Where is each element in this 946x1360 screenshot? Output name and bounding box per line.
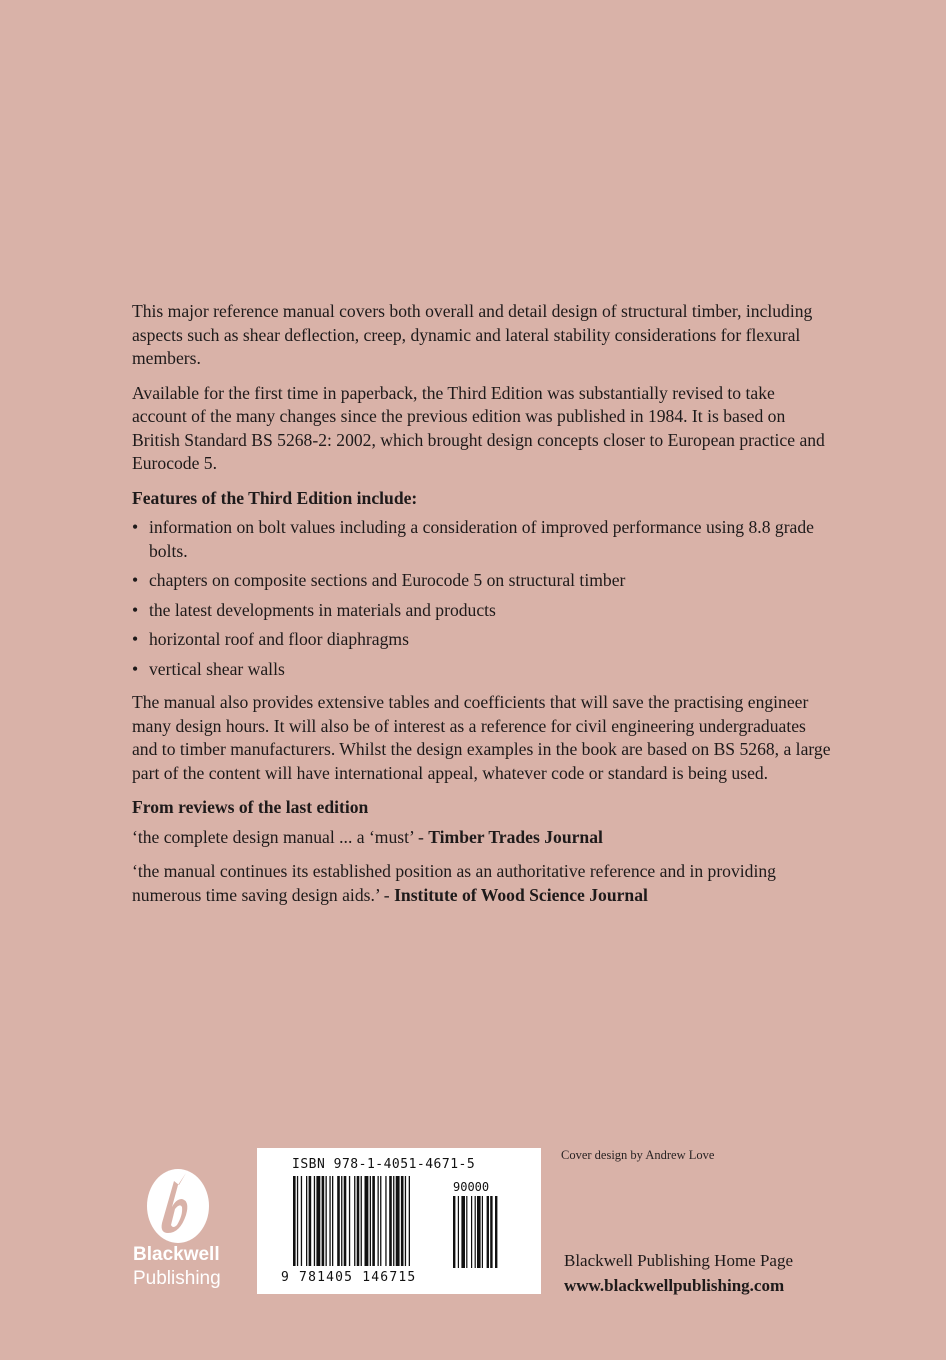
barcode-bar <box>309 1176 312 1266</box>
barcode-bar <box>301 1176 302 1266</box>
barcode-bar <box>385 1176 386 1266</box>
reviews-heading: From reviews of the last edition <box>132 797 369 817</box>
barcode-bar <box>357 1176 360 1266</box>
barcode-bar <box>372 1176 375 1266</box>
barcode-bar <box>354 1176 355 1266</box>
barcode-bar <box>389 1176 392 1266</box>
barcode-bar <box>380 1176 381 1266</box>
logo-wordmark-publishing: Publishing <box>133 1268 221 1289</box>
review-quote: ‘the manual continues its established position as an authoritative reference and in providing numerous time saving design aids.’ - Institute of Wood Science Journal <box>132 861 776 905</box>
barcode-bar <box>361 1176 362 1266</box>
review-quote: ‘the complete design manual ... a ‘must’ - Timber Trades Journal <box>132 826 603 847</box>
review-source: Timber Trades Journal <box>428 826 603 847</box>
barcode-addon-bar <box>490 1196 492 1268</box>
barcode-addon-bar <box>466 1196 467 1268</box>
barcode-bar <box>349 1176 350 1266</box>
barcode-addon-bar <box>471 1196 472 1268</box>
barcode-addon-bar <box>458 1196 459 1268</box>
logo-wordmark-blackwell: Blackwell <box>133 1244 220 1265</box>
edition-paragraph: Available for the first time in paperback, the Third Edition was substantially revised to take account of the many changes since the previous edition was published in 1984. It is based on British Standard BS 5268-2: 2002, which brought design concepts closer to European practice and Eurocode 5. <box>132 382 825 473</box>
review-source: Institute of Wood Science Journal <box>394 884 648 905</box>
barcode-bar <box>396 1176 400 1266</box>
barcode-addon-bar <box>482 1196 483 1268</box>
barcode-addon-bar <box>461 1196 465 1268</box>
barcode-bar <box>378 1176 379 1266</box>
barcode-bar <box>365 1176 369 1266</box>
barcode-bar <box>293 1176 296 1266</box>
barcode-bar <box>332 1176 333 1266</box>
feature-item: • information on bolt values including a consideration of improved performance using 8.8 grade bolts. <box>132 517 814 561</box>
isbn-label: ISBN 978-1-4051-4671-5 <box>292 1157 476 1172</box>
barcode-addon-bar <box>453 1196 455 1268</box>
barcode-bar <box>401 1176 404 1266</box>
barcode-addon-bar <box>495 1196 497 1268</box>
barcode-bar <box>341 1176 342 1266</box>
barcode-bar <box>409 1176 410 1266</box>
barcode-addon-bar <box>487 1196 489 1268</box>
barcode-addon-bar <box>475 1196 476 1268</box>
barcode-bar <box>344 1176 347 1266</box>
barcode-bar <box>329 1176 330 1266</box>
home-page-title: Blackwell Publishing Home Page <box>564 1251 794 1270</box>
feature-item: • horizontal roof and floor diaphragms <box>132 628 832 652</box>
intro-paragraph: This major reference manual covers both overall and detail design of structural timber, including aspects such as shear deflection, creep, dynamic and lateral stability considerations for flexural members. <box>132 301 813 368</box>
home-page-url[interactable]: www.blackwellpublishing.com <box>564 1276 785 1295</box>
back-cover-blurb <box>132 300 832 918</box>
barcode-addon-bar <box>477 1196 481 1268</box>
bullet-icon: • <box>132 629 139 649</box>
barcode-bars <box>293 1176 513 1271</box>
barcode-bar <box>314 1176 315 1266</box>
barcode-bar <box>326 1176 327 1266</box>
feature-item: • the latest developments in materials and products <box>132 599 832 623</box>
features-list <box>132 516 832 681</box>
audience-paragraph: The manual also provides extensive tables and coefficients that will save the practising engineer many design hours. It will also be of interest as a reference for civil engineering undergraduates and to timber manufacturers. Whilst the design examples in the book are based on BS 5268, a large part of the content will have international appeal, whatever code or standard is being used. <box>132 692 831 783</box>
barcode-bar <box>306 1176 307 1266</box>
barcode-bar <box>370 1176 371 1266</box>
bullet-icon: • <box>132 570 139 590</box>
barcode-bar <box>393 1176 394 1266</box>
feature-item: • vertical shear walls <box>132 658 832 682</box>
barcode-bar <box>322 1176 325 1266</box>
price-code: 90000 <box>453 1180 490 1194</box>
bullet-icon: • <box>132 599 139 620</box>
barcode-bar <box>405 1176 406 1266</box>
barcode-bar <box>337 1176 340 1266</box>
cover-credit: Cover design by Andrew Love <box>561 1148 715 1162</box>
barcode-bar <box>297 1176 298 1266</box>
feature-item: • chapters on composite sections and Eurocode 5 on structural timber <box>132 569 832 593</box>
features-heading: Features of the Third Edition include: <box>132 487 418 508</box>
barcode-panel <box>257 1148 541 1294</box>
barcode-bar <box>316 1176 320 1266</box>
bullet-icon: • <box>132 517 139 537</box>
bullet-icon: • <box>132 658 139 679</box>
barcode-digits: 9 781405 146715 <box>281 1270 417 1285</box>
